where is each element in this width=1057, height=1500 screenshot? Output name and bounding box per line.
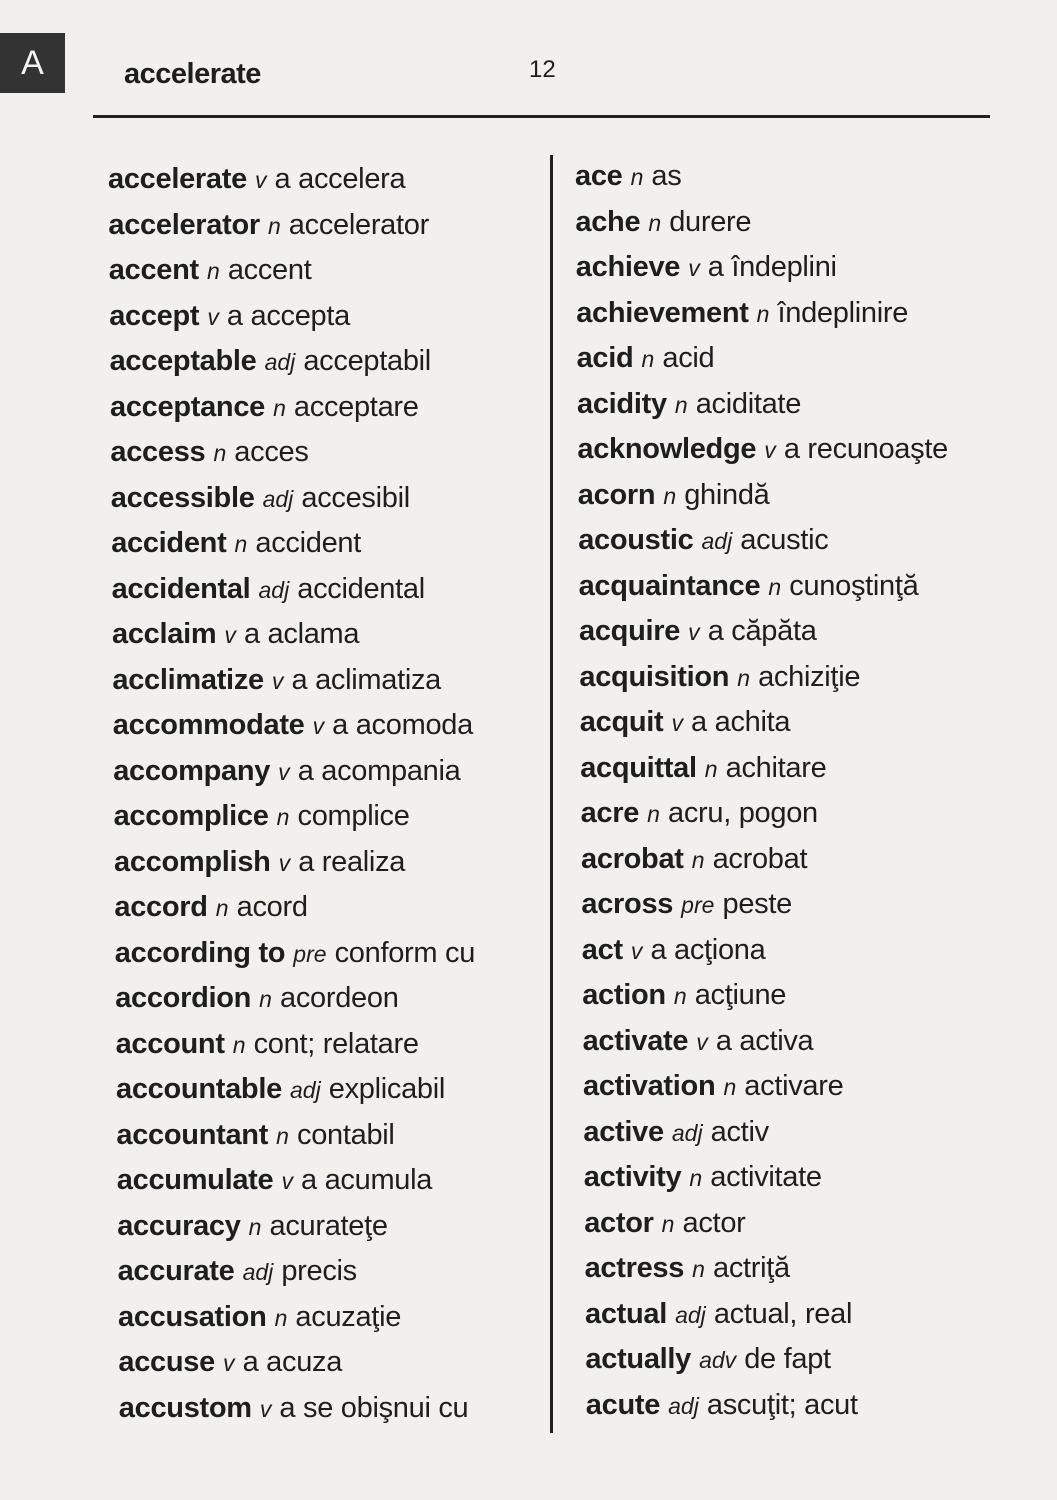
entry-translation: complice (297, 800, 410, 832)
dictionary-entry (580, 704, 790, 740)
entry-headword: achieve (575, 251, 681, 283)
dictionary-entry (577, 340, 715, 376)
entry-translation: a aclama (243, 618, 360, 650)
entry-part-of-speech: n (663, 482, 677, 509)
entry-headword: accelerate (108, 163, 247, 195)
entry-translation: a recunoaşte (783, 433, 948, 465)
entry-headword: acquaintance (578, 569, 761, 602)
entry-part-of-speech: n (274, 1304, 288, 1331)
entry-part-of-speech: v (271, 667, 284, 694)
entry-translation: accesibil (301, 481, 410, 514)
entry-translation: precis (281, 1255, 357, 1287)
entry-headword: acre (580, 797, 640, 829)
dictionary-entry (111, 525, 361, 561)
entry-translation: actriţă (713, 1252, 790, 1284)
entry-part-of-speech: n (689, 1165, 703, 1191)
entry-translation: acid (662, 342, 715, 374)
dictionary-entry (110, 434, 308, 470)
entry-part-of-speech: n (276, 1122, 289, 1149)
entry-translation: acceptare (293, 390, 419, 423)
entry-part-of-speech: pre (681, 892, 715, 918)
dictionary-entry (584, 1205, 745, 1241)
dictionary-entry (112, 571, 425, 607)
entry-part-of-speech: n (692, 1256, 705, 1282)
dictionary-entry (116, 1117, 394, 1153)
entry-headword: activity (583, 1161, 682, 1193)
entry-translation: de fapt (744, 1343, 831, 1375)
entry-part-of-speech: n (630, 164, 644, 190)
entry-translation: accidental (297, 572, 425, 605)
entry-headword: actual (585, 1297, 668, 1330)
entry-part-of-speech: v (688, 619, 700, 645)
entry-translation: conform cu (334, 936, 476, 969)
dictionary-entry (578, 522, 828, 558)
entry-part-of-speech: n (691, 846, 705, 873)
entry-translation: acurateţe (269, 1209, 388, 1242)
dictionary-entry (114, 889, 307, 925)
entry-part-of-speech: n (723, 1074, 737, 1100)
entry-headword: accumulate (116, 1164, 274, 1196)
entry-headword: accuse (118, 1346, 215, 1378)
entry-part-of-speech: n (661, 1210, 675, 1237)
entry-translation: a achita (691, 706, 791, 738)
entry-part-of-speech: v (696, 1028, 708, 1055)
entry-translation: a accelera (274, 163, 406, 195)
dictionary-entry (576, 295, 908, 331)
entry-translation: acces (234, 436, 309, 468)
entry-headword: accompany (113, 754, 271, 787)
entry-part-of-speech: v (312, 713, 325, 739)
dictionary-entry (118, 1299, 401, 1335)
entry-part-of-speech: n (248, 1213, 262, 1240)
entry-translation: acrobat (712, 842, 808, 875)
dictionary-entry (581, 886, 792, 922)
dictionary-entry (114, 844, 405, 880)
entry-translation: a acuza (242, 1346, 343, 1378)
entry-headword: accord (114, 891, 208, 923)
entry-translation: aciditate (695, 387, 802, 420)
dictionary-entry (583, 1068, 843, 1104)
entry-headword: acquisition (579, 660, 730, 693)
entry-part-of-speech: v (630, 937, 643, 964)
entry-headword: active (583, 1115, 664, 1148)
entry-part-of-speech: adj (675, 1301, 706, 1328)
dictionary-entry (583, 1023, 814, 1059)
entry-part-of-speech: n (648, 209, 662, 236)
entry-headword: accent (108, 254, 199, 286)
entry-headword: accountable (116, 1073, 282, 1105)
dictionary-entry (586, 1387, 858, 1423)
dictionary-entry (584, 1159, 822, 1195)
entry-translation: actual, real (713, 1297, 853, 1330)
entry-headword: account (115, 1027, 225, 1060)
entry-part-of-speech: n (273, 394, 286, 421)
entry-headword: acceptance (110, 390, 265, 423)
entry-part-of-speech: v (224, 622, 236, 648)
entry-headword: acceptable (109, 345, 257, 377)
entry-part-of-speech: n (259, 986, 272, 1012)
dictionary-entry (113, 707, 473, 743)
dictionary-entry (110, 343, 431, 379)
entry-headword: acorn (577, 478, 656, 511)
entry-translation: acustic (740, 524, 829, 556)
dictionary-entry (117, 1208, 388, 1244)
dictionary-entry (118, 1253, 357, 1289)
entry-headword: achievement (576, 296, 749, 329)
entry-translation: accident (255, 527, 361, 559)
entry-part-of-speech: pre (293, 940, 327, 967)
entry-translation: acceptabil (303, 345, 431, 377)
entry-part-of-speech: n (673, 983, 687, 1009)
entry-headword: acid (576, 342, 634, 374)
entry-translation: a acompania (297, 754, 461, 787)
entry-translation: ghindă (684, 478, 770, 511)
guide-word: accelerate (124, 58, 261, 90)
entry-headword: acute (585, 1388, 661, 1421)
entry-headword: accurate (117, 1255, 235, 1287)
entry-part-of-speech: n (768, 573, 782, 600)
entry-translation: cunoştinţă (789, 569, 919, 602)
dictionary-entry (579, 659, 860, 695)
dictionary-entry (117, 1162, 432, 1198)
entry-part-of-speech: v (278, 758, 290, 785)
dictionary-entry (581, 841, 807, 877)
entry-headword: acknowledge (577, 433, 757, 465)
entry-headword: access (110, 436, 206, 468)
entry-translation: acord (236, 891, 308, 923)
entry-headword: acquittal (580, 751, 697, 784)
entry-part-of-speech: n (704, 755, 718, 782)
dictionary-entry (109, 298, 350, 334)
entry-headword: actress (584, 1252, 685, 1284)
entry-translation: acordeon (280, 982, 399, 1014)
dictionary-entry (116, 1071, 445, 1107)
entry-headword: accident (111, 527, 227, 559)
entry-headword: acquit (579, 706, 664, 738)
entry-part-of-speech: n (737, 664, 751, 691)
entry-part-of-speech: adv (699, 1347, 737, 1373)
entry-part-of-speech: adj (242, 1259, 274, 1285)
entry-part-of-speech: n (215, 895, 229, 921)
dictionary-entry (113, 753, 460, 789)
entry-part-of-speech: n (647, 801, 660, 827)
entry-headword: acquire (579, 615, 681, 647)
entry-part-of-speech: n (213, 440, 227, 466)
entry-part-of-speech: v (254, 167, 267, 193)
entry-part-of-speech: n (641, 346, 655, 372)
dictionary-entry (575, 204, 751, 240)
page-number: 12 (529, 56, 556, 83)
entry-headword: across (581, 888, 674, 920)
entry-translation: acuzaţie (295, 1300, 402, 1333)
entry-part-of-speech: adj (701, 528, 733, 554)
entry-headword: accomplish (114, 845, 271, 878)
entry-translation: a realiza (298, 845, 406, 878)
entry-translation: explicabil (328, 1073, 446, 1105)
entry-headword: accordion (115, 982, 252, 1014)
entry-headword: accusation (118, 1300, 267, 1333)
dictionary-entry (110, 389, 419, 425)
entry-translation: a activa (715, 1024, 814, 1057)
entry-part-of-speech: v (223, 1350, 235, 1376)
entry-part-of-speech: n (267, 212, 281, 239)
entry-part-of-speech: n (232, 1031, 246, 1058)
entry-headword: accelerator (108, 208, 260, 241)
entry-translation: accelerator (288, 208, 429, 241)
dictionary-entry (108, 161, 405, 197)
dictionary-entry (575, 158, 681, 194)
entry-headword: accomplice (113, 800, 269, 832)
entry-part-of-speech: v (688, 255, 700, 281)
entry-translation: peste (722, 888, 792, 920)
entry-translation: achitare (725, 751, 827, 784)
entry-part-of-speech: adj (258, 576, 290, 603)
entry-headword: acrobat (581, 842, 684, 875)
dictionary-entry (112, 616, 359, 652)
entry-headword: acclaim (112, 618, 217, 650)
entry-part-of-speech: v (259, 1395, 272, 1422)
entry-translation: contabil (297, 1118, 395, 1151)
dictionary-entry (118, 1344, 342, 1380)
entry-headword: accustom (118, 1391, 252, 1424)
entry-translation: activare (744, 1070, 844, 1102)
entry-headword: actually (585, 1343, 691, 1375)
dictionary-entry (114, 798, 410, 834)
dictionary-entry (112, 662, 441, 698)
dictionary-entry (585, 1250, 790, 1286)
dictionary-entry (582, 977, 786, 1013)
entry-translation: as (651, 160, 682, 192)
entry-part-of-speech: n (234, 531, 248, 557)
entry-part-of-speech: adj (289, 1077, 321, 1103)
entry-headword: accept (109, 299, 200, 332)
entry-translation: a acomoda (332, 709, 473, 741)
entry-part-of-speech: n (206, 258, 220, 284)
entry-headword: acidity (577, 387, 667, 420)
entry-headword: accuracy (117, 1209, 241, 1242)
dictionary-entry (579, 568, 919, 604)
entry-translation: a se obişnui cu (279, 1391, 469, 1424)
entry-headword: act (581, 933, 623, 966)
entry-part-of-speech: n (756, 300, 770, 327)
dictionary-entry (583, 1114, 768, 1150)
entry-translation: cont; relatare (253, 1027, 419, 1060)
dictionary-entry (111, 480, 410, 516)
entry-headword: acoustic (578, 524, 694, 556)
entry-translation: îndeplinire (777, 296, 909, 329)
entry-part-of-speech: v (764, 437, 776, 463)
entry-headword: accountant (116, 1118, 269, 1151)
entry-part-of-speech: adj (668, 1392, 699, 1419)
entry-headword: activate (582, 1024, 689, 1057)
entry-translation: accent (227, 254, 312, 286)
entry-headword: action (582, 979, 666, 1011)
entry-headword: acclimatize (112, 663, 264, 696)
entry-translation: durere (669, 205, 752, 238)
entry-headword: actor (584, 1206, 654, 1239)
entry-headword: ache (575, 205, 641, 238)
entry-headword: ace (575, 160, 623, 192)
dictionary-entry (108, 207, 429, 243)
dictionary-entry (581, 795, 818, 831)
dictionary-entry (577, 386, 801, 422)
entry-headword: according to (114, 936, 286, 969)
entry-translation: achiziţie (758, 660, 861, 693)
column-divider (550, 155, 553, 1433)
entry-part-of-speech: v (278, 849, 291, 876)
dictionary-entry (582, 932, 766, 968)
section-letter-tab (0, 33, 65, 93)
entry-translation: a acţiona (650, 933, 766, 966)
entry-headword: accommodate (112, 709, 305, 741)
entry-translation: a îndeplini (707, 251, 837, 283)
dictionary-entry (585, 1296, 852, 1332)
entry-part-of-speech: v (281, 1168, 293, 1194)
entry-part-of-speech: v (207, 303, 219, 330)
dictionary-entry (585, 1341, 830, 1377)
section-letter: A (21, 43, 44, 82)
entry-headword: accessible (110, 481, 255, 514)
dictionary-entry (119, 1390, 469, 1426)
entry-translation: a căpăta (707, 615, 817, 647)
entry-translation: a acumula (301, 1164, 433, 1196)
dictionary-entry (116, 1026, 419, 1062)
entry-translation: acru, pogon (668, 797, 818, 829)
entry-part-of-speech: n (674, 391, 688, 418)
entry-headword: accidental (111, 572, 251, 605)
dictionary-entry (576, 249, 837, 285)
dictionary-entry (578, 477, 770, 513)
dictionary-entry (580, 750, 826, 786)
entry-translation: activ (710, 1115, 769, 1148)
entry-translation: ascuţit; acut (706, 1388, 858, 1421)
entry-part-of-speech: adj (262, 485, 294, 512)
entry-translation: acţiune (694, 979, 787, 1011)
dictionary-entry (577, 431, 948, 467)
dictionary-entry (579, 613, 817, 649)
entry-part-of-speech: n (276, 804, 290, 830)
entry-translation: a aclimatiza (291, 663, 441, 696)
entry-translation: activitate (710, 1161, 822, 1193)
dictionary-entry (115, 935, 475, 971)
dictionary-entry (115, 980, 398, 1016)
entry-headword: activation (583, 1070, 716, 1102)
entry-translation: a accepta (226, 299, 350, 332)
entry-part-of-speech: adj (264, 349, 296, 375)
header-rule (93, 115, 990, 118)
entry-part-of-speech: v (671, 710, 683, 736)
entry-translation: actor (682, 1206, 746, 1239)
entry-part-of-speech: adj (671, 1119, 703, 1146)
dictionary-entry (109, 252, 312, 288)
